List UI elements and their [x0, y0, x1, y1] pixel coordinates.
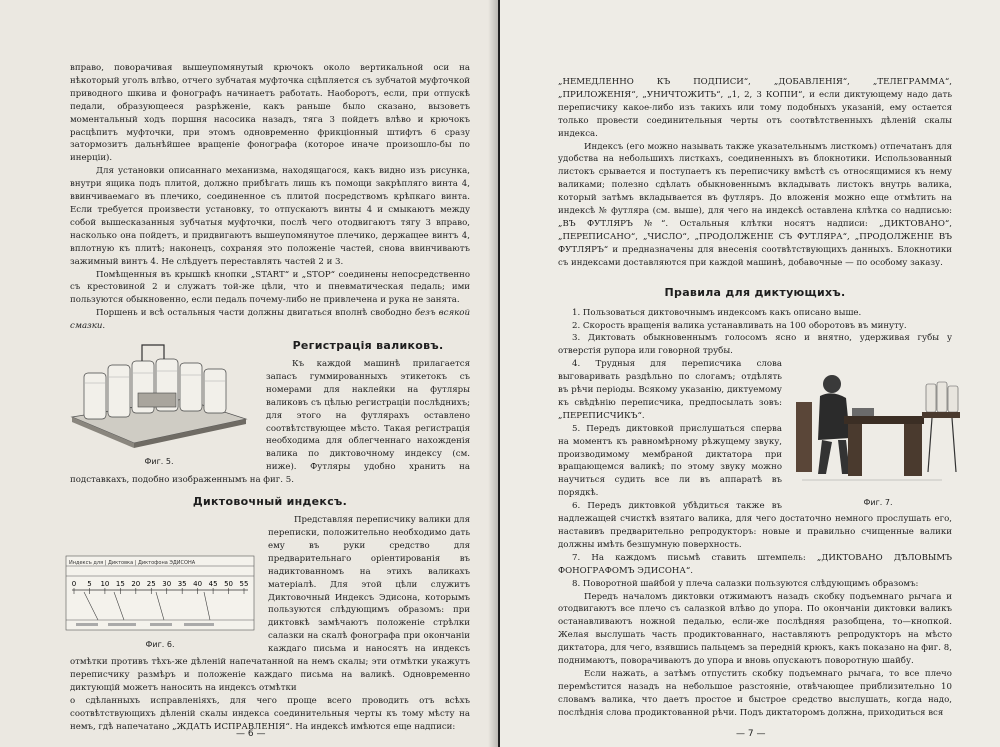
dictating-man-illustration — [792, 362, 964, 492]
scale-label: 50 — [224, 580, 234, 589]
figure-caption: Фиг. 6. — [145, 640, 175, 650]
right-page — [500, 0, 1000, 747]
cylinder-stand-illustration — [64, 339, 254, 451]
list-item: 4. Трудныя для переписчика слова выговаривать раздѣльно по слогамъ; отдѣлять въ рѣчи періоды. Всякому указанію, диктуемому къ свѣдѣнію переписчика, предпосылать зовъ: „ПЕРЕПИСЧИКЪ“. — [558, 359, 782, 421]
scale-label: 55 — [239, 580, 249, 589]
paragraph: вправо, поворачивая вышеупомянутый крючокъ около вертикальной оси на нѣкоторый уголъ влѣво, отчего зубчатая муфточка сцѣпляется съ зубчатой муфточкой приводного шкива и фонографъ начинаетъ работать. Наоборотъ, если, при отпускѣ педали, образующееся разрѣженіе, какъ раньше было сказано, вызоветъ моментальный ходъ поршня насосика назадъ, тяга 3 пойдетъ влѣво и крючокъ расцѣпитъ муфточки, при этомъ одновременно фрикціонный штифтъ 6 сразу затормозитъ дальнѣйшее вращеніе фонографа (которое иначе произошло-бы по инерціи). — [70, 63, 470, 164]
scale-label: 30 — [162, 580, 172, 589]
scale-label: 35 — [177, 580, 187, 589]
paragraph-text: Поршень и всѣ остальныя части должны двигаться вполнѣ свободно — [96, 308, 412, 319]
list-item: 8. Поворотной шайбой у плеча салазки пользуются слѣдующимъ образомъ: — [572, 578, 919, 589]
list-item: 1. Пользоваться диктовочнымъ индексомъ какъ описано выше. — [572, 307, 862, 318]
scale-label: 25 — [146, 580, 156, 589]
scale-label: 0 — [71, 580, 77, 589]
scale-label: 5 — [87, 580, 92, 589]
page-number: — 6 — — [236, 729, 266, 739]
figure-6 — [64, 554, 256, 649]
list-item: 2. Скорость вращенія валика устанавливать на 100 оборотовъ въ минуту. — [572, 320, 907, 331]
paragraph — [70, 307, 470, 333]
paragraph: Если нажать, а затѣмъ отпустить скобку подъемнаго рычага, то все плечо перемѣстится назадъ на небольшое разстояніе, отвѣчающее приблизительно 10 словамъ валика, что даетъ простое и быстрое средство выслушать, когда надо, послѣднія слова продиктованной рѣчи. Подъ диктаторомъ должна, приходиться вся — [558, 668, 952, 718]
paragraph: Для установки описаннаго механизма, находящагося, какъ видно изъ рисунка, внутри ящика подъ плитой, должно прибѣгать лишь къ помощи закрѣпляго винта 4, ввинчиваемаго въ плечико, соединенное съ плитой посредствомъ крѣпкаго винта. Если требуется произвести установку, то отпускаютъ винты 4 и смыкаютъ между собой вышесказанныя зубчатыя муфточки, послѣ чего отодвигаютъ тягу 3 вправо, насколько она пойдетъ, и придвигаютъ вышеупомянутое плечико, держащее винтъ 4, вплотную къ плитѣ; наконецъ, сохраняя это положеніе частей, снова ввинчиваютъ зажимный винтъ 4. Не слѣдуетъ переставлять частей 2 и 3. — [70, 166, 470, 267]
list-item: 7. На каждомъ письмѣ ставить штемпель: „ДИКТОВАНО ДѢЛОВЫМЪ ФОНОГРАФОМЪ ЭДИСОНА“. — [558, 552, 952, 576]
section-heading-rules: Правила для диктующихъ. — [664, 285, 846, 299]
figure-7 — [792, 362, 964, 507]
section-heading-registration: Регистрація валиковъ. — [292, 339, 444, 353]
list-item: 6. Передъ диктовкой убѣдиться также въ надлежащей счисткѣ взятаго валика, для чего достаточно немного прослушать его, наставивъ предварительно репродукторъ: новые и правильно счищенные валики должны имѣть безшумную поверхность. — [558, 501, 952, 550]
scale-label: 45 — [208, 580, 218, 589]
paragraph: Индексъ (его можно называть также указательнымъ листкомъ) отпечатанъ для удобства на небольшихъ листкахъ, соединенныхъ въ блокнотики. Использованный листокъ срывается и поступаетъ къ переписчику вмѣстѣ съ относящимися къ нему валиками; полезно сдѣлать обыкновеннымъ вкладывать листокъ внутрь валика, который затѣмъ вкладывается въ футляръ. До вложенія можно еще отмѣтить на индексѣ № футляра (см. выше), для чего на индексѣ оставлена клѣтка со надписью: „ВЪ ФУТЛЯРЪ №“. Остальныя клѣтки носятъ надписи: „ДИКТОВАНО“, „ПЕРЕПИСАНО“, „ЧИСЛО“, „ПРОДОЛЖЕНІЕ СЪ ФУТЛЯРА“, „ПРОДОЛЖЕНІЕ ВЪ ФУТЛЯРЪ“ и предназначены для внесенія соотвѣтствующихъ данныхъ. Блокнотики съ индексами доставляются при каждой машинѣ, добавочные — по особому заказу. — [558, 141, 952, 268]
figure-5 — [64, 339, 254, 466]
list-item: 3. Диктовать обыкновеннымъ голосомъ ясно и внятно, удерживая губы у отверстія рупора или говорной трубы. — [558, 333, 952, 357]
figure-caption: Фиг. 7. — [863, 498, 893, 508]
paragraph: Передъ началомъ диктовки отжимаютъ назадъ скобку подъемнаго рычага и отодвигаютъ все плечо съ салазкой влѣво до упора. По окончаніи диктовки валикъ останавливаютъ ножной педалью, если-же послѣдняя разобщена, то—кнопкой. Желая выслушать часть продиктованнаго, наставляютъ репродукторъ на мѣсто диктатора, для чего, взявшись пальцемъ за передній крюкъ, какъ показано на фиг. 8, поднимаютъ, поворачиваютъ до упора и вновь опускаютъ поворотную шайбу. — [558, 591, 952, 667]
paragraph: Къ каждой машинѣ прилагается запасъ гуммированныхъ этикетокъ съ номерами для наклейки на футляры валиковъ съ цѣлью регистраціи послѣднихъ; для этого на футлярахъ оставлено соотвѣтствующее мѣсто. Такая регистрація необходима для облегченнаго нахожденія валика по диктовочному индексу (см. ниже). Футляры удобно хранить на подставкахъ, подобно изображеннымъ на фиг. 5. — [70, 359, 470, 486]
paragraph: „НЕМЕДЛЕННО КЪ ПОДПИСИ“, „ДОБАВЛЕНІЯ“, „ТЕЛЕГРАММА“, „ПРИЛОЖЕНІЯ“, „УНИЧТОЖИТЬ“, „1, 2, 3 КОПІИ“, и если диктующему надо дать переписчику какое-либо изъ такихъ или тому подобныхъ указаній, ему остается только провести соединительныя черты отъ соотвѣтственныхъ дѣленій скалы индекса. — [558, 77, 952, 139]
page-number: — 7 — — [736, 729, 766, 739]
scale-label: 15 — [115, 580, 125, 589]
dictation-index-illustration — [64, 554, 256, 634]
list-item: 5. Передъ диктовкой прислушаться сперва на моментъ къ равномѣрному рѣжущему звуку, производимому мембраной диктатора при вращающемся валикѣ; по этому звуку можно научиться судить все ли въ аппаратѣ въ порядкѣ. — [558, 423, 782, 499]
paragraph: Помѣщенныя въ крышкѣ кнопки „START“ и „STOP“ соединены непосредственно съ крестовиной 2 и служатъ той-же цѣли, что и пневматическая педаль; ими пользуются обыкновенно, если педаль почему-либо не привлечена и рука не занята. — [70, 269, 470, 306]
section-heading-index: Диктовочный индексъ. — [192, 495, 348, 509]
paragraph: о сдѣланныхъ исправленіяхъ, для чего проще всего проводить отъ всѣхъ соотвѣтствующихъ дѣленій скалы индекса соединительныя черты къ тому мѣсту на немъ, гдѣ напечатано „ЖДАТЬ ИСПРАВЛЕНІЯ“. На индексѣ имѣются еще надписи: — [70, 695, 470, 732]
scale-label: 10 — [100, 580, 110, 589]
scale-label: 20 — [131, 580, 141, 589]
figure-caption: Фиг. 5. — [144, 457, 174, 467]
scale-label: 40 — [193, 580, 203, 589]
paragraph: Представляя переписчику валики для переписки, положительно необходимо дать ему въ руки средство для предварительнаго оріентированія въ надиктованномъ на этихъ валикахъ матеріалѣ. Для этой цѣли служитъ Диктовочный Индексъ Эдисона, которымъ пользуются слѣдующимъ образомъ: при диктовкѣ замѣчаютъ положеніе стрѣлки салазки на скалѣ фонографа при окончаніи каждаго письма и наносятъ на индексъ отмѣтки противъ тѣхъ-же дѣленій напечатанной на немъ скалы; эти отмѣтки укажутъ переписчику размѣръ и положеніе каждаго письма на валикѣ. Одновременно диктующій можетъ наносить на индексъ отмѣтки — [70, 515, 470, 693]
rules-list — [558, 307, 952, 720]
left-page — [0, 0, 498, 747]
index-header-text: Индексъ для | Диктовка | Диктофона ЭДИСОНА — [69, 560, 196, 567]
italic-text: безъ всякой смазки. — [70, 308, 470, 332]
